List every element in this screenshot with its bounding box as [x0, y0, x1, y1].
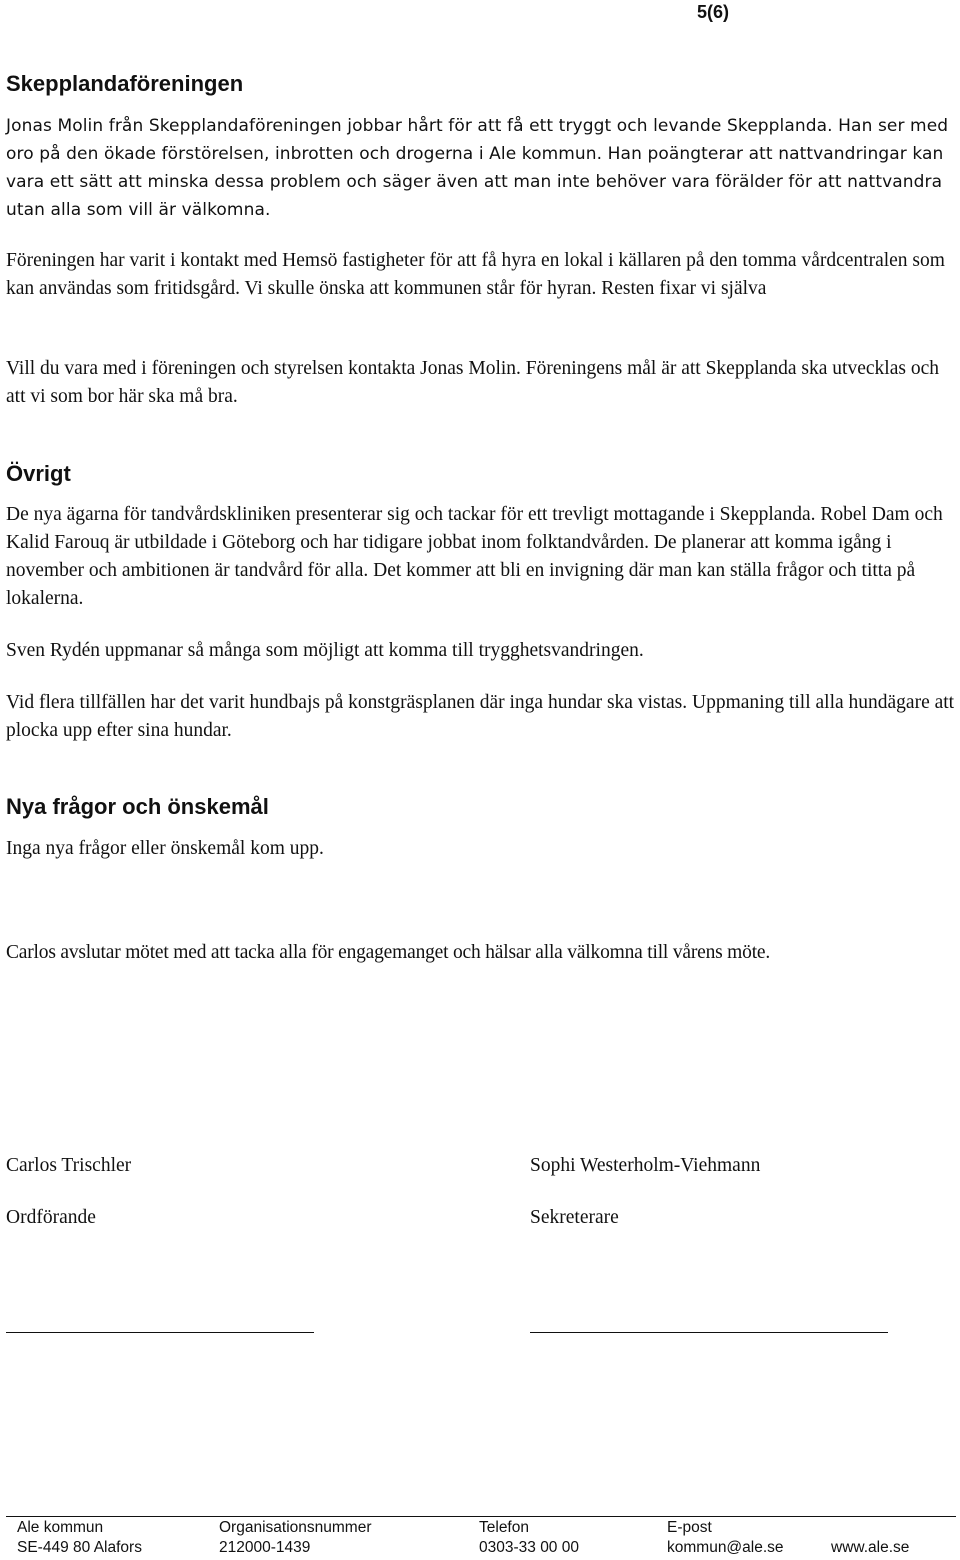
paragraph-trygghetsvandring: Sven Rydén uppmanar så många som möjligt att komma till trygghetsvandringen. — [6, 640, 644, 661]
footer-email-label: E-post — [667, 1519, 712, 1536]
signature-name-chair: Carlos Trischler — [6, 1155, 132, 1176]
signature-role-secretary: Sekreterare — [530, 1207, 619, 1228]
footer-org-label: Ale kommun — [17, 1519, 104, 1536]
footer-email-value[interactable]: kommun@ale.se — [667, 1539, 784, 1556]
section-heading-ovrigt: Övrigt — [6, 461, 71, 486]
footer-orgnr-label: Organisationsnummer — [219, 1519, 372, 1536]
signature-line-secretary — [530, 1332, 888, 1333]
paragraph-skepplanda-intro: Jonas Molin från Skepplandaföreningen jobbar hårt för att få ett tryggt och levande Skepplanda. Han ser med oro på den ökade förstörelsen, inbrotten och drogerna i Ale kommun. Han poängterar att nattvandringar kan vara ett sätt att minska dessa problem och säger även att man inte behöver vara förälder för att nattvandra utan alla som vill är välkomna. — [6, 116, 949, 220]
closing-statement: Carlos avslutar mötet med att tacka alla för engagemanget och hälsar alla välkomna till vårens möte. — [6, 942, 771, 963]
footer-phone-label: Telefon — [479, 1519, 529, 1536]
signature-role-chair: Ordförande — [6, 1207, 96, 1228]
page-number: 5(6) — [697, 2, 730, 22]
footer-orgnr-value: 212000-1439 — [219, 1539, 311, 1556]
footer-phone-value: 0303-33 00 00 — [479, 1539, 579, 1556]
footer-org-address: SE-449 80 Alafors — [17, 1539, 142, 1556]
section-heading-skepplanda: Skepplandaföreningen — [6, 71, 244, 96]
paragraph-nya-fragor: Inga nya frågor eller önskemål kom upp. — [6, 838, 324, 859]
signature-line-chair — [6, 1332, 314, 1333]
signature-name-secretary: Sophi Westerholm-Viehmann — [530, 1155, 761, 1176]
section-heading-nya-fragor: Nya frågor och önskemål — [6, 794, 269, 819]
paragraph-hundbajs: Vid flera tillfällen har det varit hundbajs på konstgräsplanen där inga hundar ska vistas. Uppmaning till alla hundägare att plocka upp efter sina hundar. — [6, 692, 955, 741]
footer-website[interactable]: www.ale.se — [831, 1539, 910, 1556]
paragraph-forening-kontakt: Vill du vara med i föreningen och styrelsen kontakta Jonas Molin. Föreningens mål är att Skepplanda ska utvecklas och att vi som bor här ska må bra. — [6, 358, 939, 407]
paragraph-tandvard: De nya ägarna för tandvårdskliniken presenterar sig och tackar för ett trevligt mottagande i Skepplanda. Robel Dam och Kalid Farouq är utbildade i Göteborg och har tidigare jobbat inom folktandvården. De planerar att komma igång i november och ambitionen är tandvård för alla. Det kommer att bli en invigning där man kan ställa frågor och titta på lokalerna. — [6, 504, 943, 609]
footer-divider — [6, 1516, 956, 1517]
paragraph-hemso-lokal: Föreningen har varit i kontakt med Hemsö fastigheter för att få hyra en lokal i källaren på den tomma vårdcentralen som kan användas som fritidsgård. Vi skulle önska att kommunen står för hyran. Resten fixar vi själva — [6, 250, 945, 299]
